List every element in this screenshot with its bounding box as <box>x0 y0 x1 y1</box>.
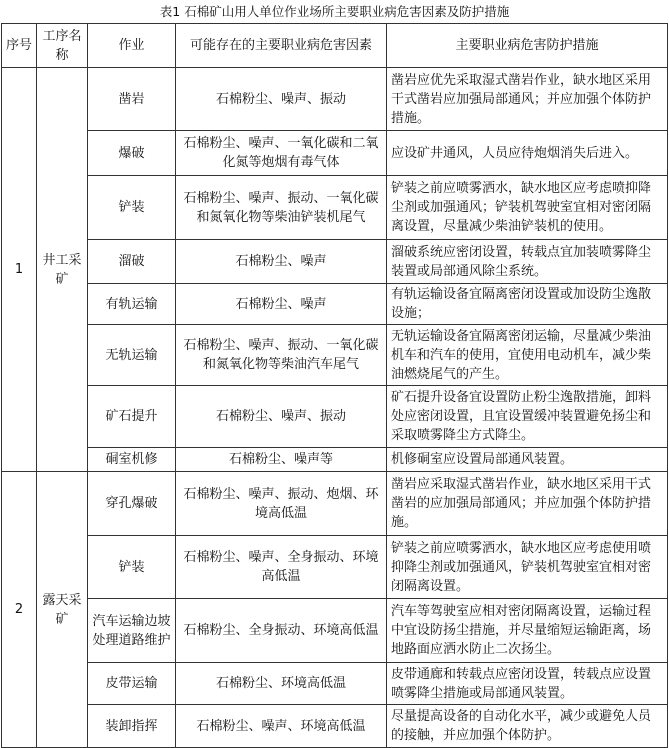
table-row <box>2 599 668 663</box>
table-row <box>2 240 668 284</box>
table-row <box>2 284 668 325</box>
process-name: 露天采矿 <box>37 472 88 748</box>
hazards-cell: 石棉粉尘、噪声、全身振动、环境高低温 <box>176 536 387 599</box>
hazards-cell: 石棉粉尘、噪声、振动、炮烟、环境高低温 <box>176 472 387 536</box>
job-cell: 汽车运输边坡处理道路维护 <box>88 599 176 663</box>
hazards-cell: 石棉粉尘、噪声、振动 <box>176 68 387 131</box>
table-row <box>2 131 668 176</box>
job-cell: 无轨运输 <box>88 325 176 386</box>
table-row <box>2 68 668 131</box>
hazards-cell: 石棉粉尘、噪声、振动 <box>176 386 387 448</box>
hazards-cell: 石棉粉尘、全身振动、环境高低温 <box>176 599 387 663</box>
measures-cell: 凿岩应采取湿式凿岩作业，缺水地区采用干式凿岩的应加强局部通风；并应加强个体防护措施。 <box>387 472 668 536</box>
measures-cell: 铲装之前应喷雾洒水，缺水地区应考虑喷抑降尘剂或加强通风；铲装机驾驶室宜相对密闭隔离设置，尽量减少柴油铲装机的使用。 <box>387 176 668 240</box>
table-row <box>2 325 668 386</box>
header-hazards: 可能存在的主要职业病危害因素 <box>176 24 387 68</box>
table-row <box>2 536 668 599</box>
table-row <box>2 663 668 705</box>
hazards-cell: 石棉粉尘、噪声 <box>176 284 387 325</box>
measures-cell: 皮带通廊和转载点应密闭设置，转载点应设置喷雾降尘措施或局部通风装置。 <box>387 663 668 705</box>
measures-cell: 矿石提升设备宜设置防止粉尘逸散措施，卸料处应密闭设置，且宜设置缓冲装置避免扬尘和采取喷雾降尘方式降尘。 <box>387 386 668 448</box>
table-row <box>2 472 668 536</box>
job-cell: 皮带运输 <box>88 663 176 705</box>
table-row <box>2 448 668 472</box>
measures-cell: 有轨运输设备宜隔离密闭设置或加设防尘逸散设施； <box>387 284 668 325</box>
measures-cell: 机修硐室应设置局部通风装置。 <box>387 448 668 472</box>
header-process: 工序名称 <box>37 24 88 68</box>
job-cell: 硐室机修 <box>88 448 176 472</box>
measures-cell: 应设矿井通风，人员应待炮烟消失后进入。 <box>387 131 668 176</box>
measures-cell: 凿岩应优先采取湿式凿岩作业，缺水地区采用干式凿岩应加强局部通风；并应加强个体防护措施。 <box>387 68 668 131</box>
group-number: 1 <box>2 68 37 472</box>
job-cell: 有轨运输 <box>88 284 176 325</box>
group-number: 2 <box>2 472 37 748</box>
header-job: 作业 <box>88 24 176 68</box>
job-cell: 凿岩 <box>88 68 176 131</box>
table-row <box>2 386 668 448</box>
job-cell: 铲装 <box>88 176 176 240</box>
hazards-cell: 石棉粉尘、环境高低温 <box>176 663 387 705</box>
job-cell: 溜破 <box>88 240 176 284</box>
header-measures: 主要职业病危害防护措施 <box>387 24 668 68</box>
job-cell: 爆破 <box>88 131 176 176</box>
hazards-cell: 石棉粉尘、噪声、一氧化碳和二氧化氮等炮烟有毒气体 <box>176 131 387 176</box>
measures-cell: 铲装之前应喷雾洒水，缺水地区应考虑使用喷抑降尘剂或加强通风，铲装机驾驶室宜相对密闭隔离设置。 <box>387 536 668 599</box>
header-no: 序号 <box>2 24 37 68</box>
hazard-table <box>1 23 668 748</box>
hazards-cell: 石棉粉尘、噪声 <box>176 240 387 284</box>
table-row <box>2 705 668 748</box>
job-cell: 穿孔爆破 <box>88 472 176 536</box>
job-cell: 装卸指挥 <box>88 705 176 748</box>
hazards-cell: 石棉粉尘、噪声等 <box>176 448 387 472</box>
hazards-cell: 石棉粉尘、噪声、环境高低温 <box>176 705 387 748</box>
hazards-cell: 石棉粉尘、噪声、振动、一氧化碳和氮氧化物等柴油汽车尾气 <box>176 325 387 386</box>
measures-cell: 无轨运输设备宜隔离密闭运输，尽量减少柴油机车和汽车的使用，宜使用电动机车，减少柴油燃烧尾气的产生。 <box>387 325 668 386</box>
table-caption: 表1 石棉矿山用人单位作业场所主要职业病危害因素及防护措施 <box>159 4 510 19</box>
measures-cell: 尽量提高设备的自动化水平，减少或避免人员的接触，并应加强个体防护。 <box>387 705 668 748</box>
job-cell: 矿石提升 <box>88 386 176 448</box>
header-row <box>2 24 668 68</box>
hazards-cell: 石棉粉尘、噪声、振动、一氧化碳和氮氧化物等柴油铲装机尾气 <box>176 176 387 240</box>
measures-cell: 溜破系统应密闭设置，转载点宜加装喷雾降尘装置或局部通风除尘系统。 <box>387 240 668 284</box>
measures-cell: 汽车等驾驶室应相对密闭隔离设置，运输过程中宜设防扬尘措施，并尽量缩短运输距离，场地路面应洒水防止二次扬尘。 <box>387 599 668 663</box>
job-cell: 铲装 <box>88 536 176 599</box>
process-name: 井工采矿 <box>37 68 88 472</box>
table-row <box>2 176 668 240</box>
